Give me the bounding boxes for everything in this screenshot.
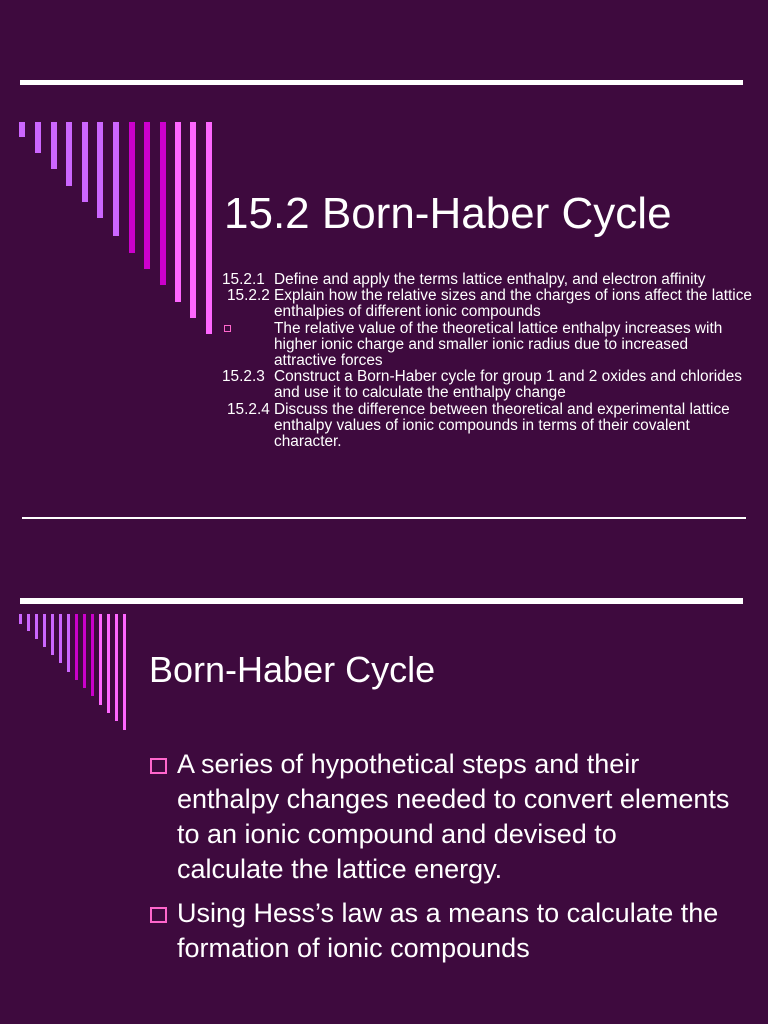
objective-text: Construct a Born-Haber cycle for group 1 and 2 oxides and chlorides and use it to calculate the enthalpy change	[274, 368, 742, 402]
decorative-bar	[75, 614, 78, 680]
slide1-objectives	[222, 272, 752, 450]
decorative-bar	[67, 614, 70, 672]
objective-text: The relative value of the theoretical lattice enthalpy increases with higher ionic charge and smaller ionic radius due to increased attractive forces	[274, 319, 723, 370]
decorative-bar	[107, 614, 110, 713]
slide2-top-rule	[20, 598, 743, 604]
decorative-bar	[91, 614, 94, 696]
decorative-bar	[175, 122, 181, 302]
bullet-point	[150, 747, 730, 887]
decorative-bar	[190, 122, 196, 318]
decorative-bar	[115, 614, 118, 721]
decorative-bar	[19, 614, 22, 624]
slide1-top-rule	[20, 80, 743, 85]
slide2-title: Born-Haber Cycle	[149, 649, 436, 690]
decorative-bar	[43, 614, 46, 647]
decorative-bar	[129, 122, 135, 253]
decorative-bar	[160, 122, 166, 285]
decorative-bar	[144, 122, 150, 269]
bullet-text: Using Hess’s law as a means to calculate the formation of ionic compounds	[177, 898, 719, 963]
objective-item	[222, 369, 752, 401]
decorative-bar	[113, 122, 119, 236]
slide1-title: 15.2 Born-Haber Cycle	[224, 189, 672, 238]
objective-item	[222, 288, 752, 320]
objective-number: 15.2.2	[227, 287, 270, 305]
decorative-bar	[206, 122, 212, 334]
decorative-bar	[19, 122, 25, 137]
slide2-bullets	[150, 747, 730, 975]
decorative-bar	[51, 614, 54, 655]
decorative-bar	[27, 614, 30, 631]
square-bullet-icon	[150, 758, 167, 774]
objective-item	[222, 402, 752, 451]
objective-item	[222, 272, 752, 288]
objective-number: 15.2.4	[227, 400, 270, 418]
square-bullet-icon	[150, 907, 167, 923]
decorative-bar	[123, 614, 126, 730]
square-bullet-icon	[224, 325, 231, 332]
objective-text: Define and apply the terms lattice enthalpy, and electron affinity	[274, 271, 706, 288]
objective-number: 15.2.1	[222, 271, 265, 288]
slide-divider	[22, 517, 746, 519]
decorative-bar	[35, 122, 41, 153]
decorative-bar	[59, 614, 62, 663]
objective-subpoint	[222, 321, 752, 370]
objective-text: Explain how the relative sizes and the charges of ions affect the lattice enthalpies of different ionic compounds	[274, 287, 752, 321]
decorative-bar	[99, 614, 102, 705]
decorative-bar	[51, 122, 57, 169]
decorative-bar	[83, 614, 86, 688]
decorative-bar	[97, 122, 103, 218]
objective-text: Discuss the difference between theoretical and experimental lattice enthalpy values of ionic compounds in terms of their covalent character.	[274, 400, 730, 451]
objective-number: 15.2.3	[222, 368, 265, 386]
decorative-bar	[35, 614, 38, 639]
decorative-bar	[66, 122, 72, 186]
bullet-point	[150, 896, 730, 966]
bullet-text: A series of hypothetical steps and their enthalpy changes needed to convert elements to an ionic compound and devised to calculate the lattice energy.	[177, 749, 730, 884]
decorative-bar	[82, 122, 88, 202]
